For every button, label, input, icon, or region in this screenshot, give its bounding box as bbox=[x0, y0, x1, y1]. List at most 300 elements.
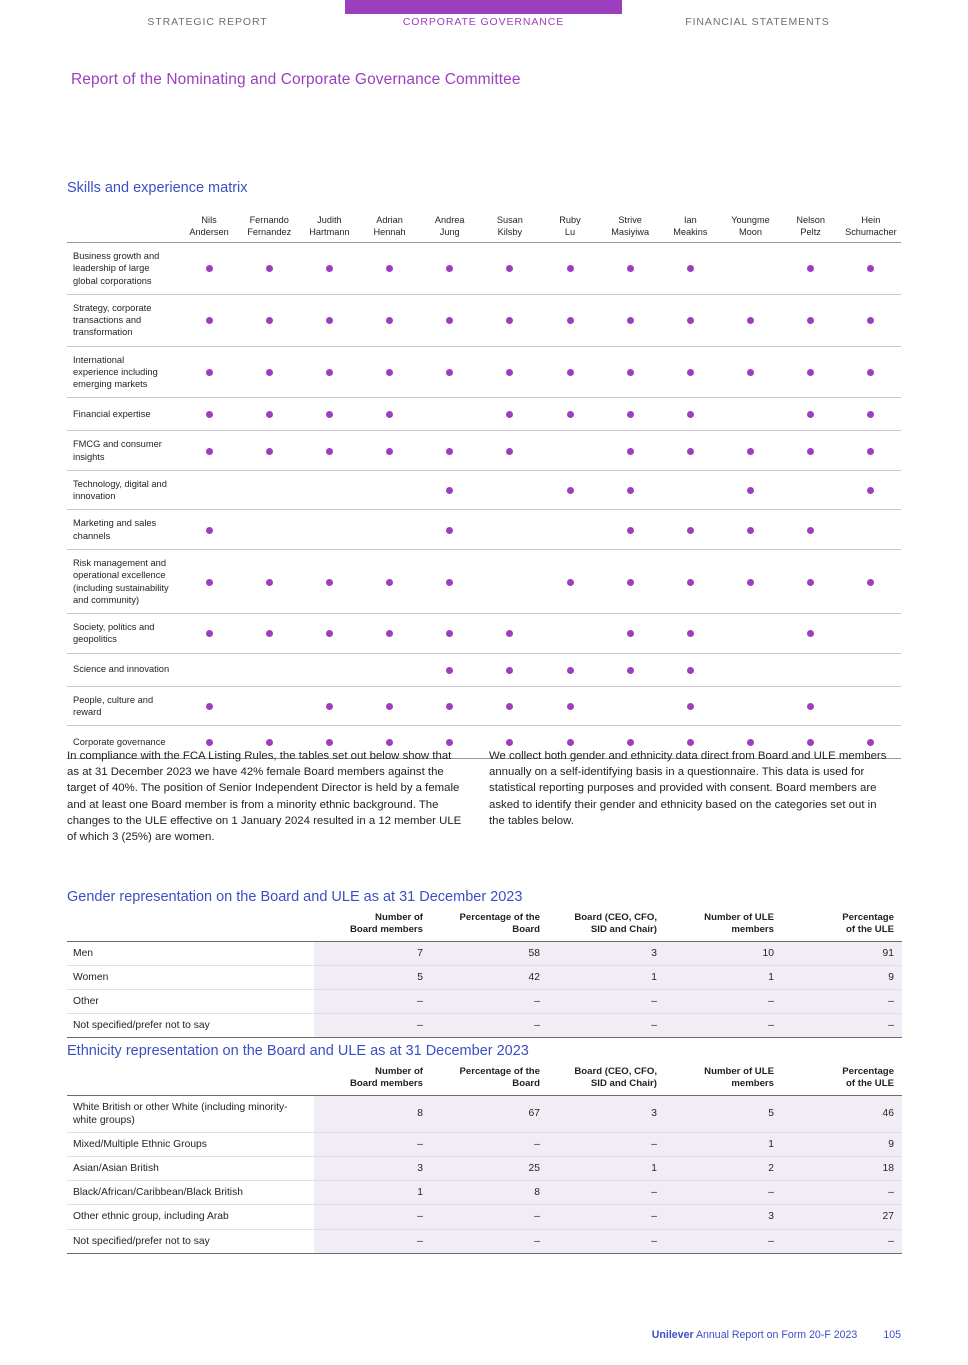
skill-dot-icon bbox=[206, 411, 213, 418]
skill-dot-icon bbox=[747, 527, 754, 534]
matrix-cell-filled bbox=[179, 346, 239, 398]
skill-dot-icon bbox=[206, 630, 213, 637]
skill-dot-icon bbox=[506, 369, 513, 376]
ethnicity-row-value: 9 bbox=[782, 1132, 902, 1156]
matrix-header-row bbox=[67, 215, 901, 243]
ethnicity-column-header: Percentage of the Board bbox=[431, 1066, 548, 1095]
matrix-cell-filled bbox=[781, 243, 841, 295]
paragraph-data-collection: We collect both gender and ethnicity data direct from Board and ULE members annually on a self-identifying basis in a questionnaire. This data is used for statistical reporting purposes and provided with consent. Board members are asked to identify their gender and ethnicity based on the categories set out in the tables below. bbox=[489, 750, 887, 827]
matrix-cell-empty bbox=[480, 549, 540, 613]
matrix-cell-filled bbox=[359, 431, 419, 471]
matrix-body bbox=[67, 243, 901, 759]
skill-dot-icon bbox=[206, 703, 213, 710]
matrix-cell-filled bbox=[359, 398, 419, 431]
skill-dot-icon bbox=[687, 411, 694, 418]
ethnicity-row-value: 3 bbox=[314, 1157, 431, 1181]
matrix-cell-filled bbox=[239, 294, 299, 346]
paragraph-fca-compliance: In compliance with the FCA Listing Rules, the tables set out below show that as at 31 December 2023 we have 42% female Board members against the target of 40%. The position of Senior Independent Director is held by a female and at least one Board member is from a minority ethnic background. The changes to the ULE effective on 1 January 2024 resulted in a 12 member ULE of which 3 (25%) are women. bbox=[67, 750, 462, 843]
ethnicity-representation-table bbox=[67, 1066, 902, 1254]
skill-dot-icon bbox=[627, 739, 634, 746]
matrix-cell-filled bbox=[239, 243, 299, 295]
matrix-cell-empty bbox=[720, 653, 780, 686]
matrix-cell-empty bbox=[781, 653, 841, 686]
gender-row-value: 7 bbox=[314, 941, 431, 965]
skill-dot-icon bbox=[506, 265, 513, 272]
ethnicity-row-label: Black/African/Caribbean/Black British bbox=[67, 1181, 314, 1205]
table-row bbox=[67, 965, 902, 989]
skill-dot-icon bbox=[386, 579, 393, 586]
gender-row-value: – bbox=[314, 989, 431, 1013]
matrix-cell-filled bbox=[600, 549, 660, 613]
skill-dot-icon bbox=[266, 265, 273, 272]
skill-dot-icon bbox=[807, 739, 814, 746]
matrix-cell-empty bbox=[720, 243, 780, 295]
gender-table-heading: Gender representation on the Board and ULE as at 31 December 2023 bbox=[67, 889, 523, 905]
skill-dot-icon bbox=[627, 579, 634, 586]
table-row bbox=[67, 1157, 902, 1181]
skill-dot-icon bbox=[627, 527, 634, 534]
ethnicity-column-header: Number of ULE members bbox=[665, 1066, 782, 1095]
matrix-cell-filled bbox=[781, 294, 841, 346]
skill-dot-icon bbox=[506, 411, 513, 418]
matrix-cell-filled bbox=[420, 470, 480, 510]
ethnicity-row-value: – bbox=[548, 1181, 665, 1205]
skill-dot-icon bbox=[627, 667, 634, 674]
gender-header-row bbox=[67, 912, 902, 941]
matrix-row bbox=[67, 653, 901, 686]
matrix-cell-filled bbox=[841, 243, 901, 295]
skill-dot-icon bbox=[747, 448, 754, 455]
matrix-cell-filled bbox=[540, 243, 600, 295]
matrix-cell-filled bbox=[420, 614, 480, 654]
skill-dot-icon bbox=[266, 448, 273, 455]
matrix-cell-empty bbox=[299, 653, 359, 686]
ethnicity-table-container bbox=[67, 1066, 901, 1254]
skill-dot-icon bbox=[506, 630, 513, 637]
ethnicity-row-value: – bbox=[665, 1181, 782, 1205]
ethnicity-row-value: 67 bbox=[431, 1095, 548, 1132]
skill-dot-icon bbox=[687, 703, 694, 710]
ethnicity-table-body bbox=[67, 1095, 902, 1253]
ethnicity-row-value: – bbox=[782, 1229, 902, 1253]
gender-table-body bbox=[67, 941, 902, 1038]
matrix-person-header: Hein Schumacher bbox=[841, 215, 901, 243]
matrix-cell-filled bbox=[660, 398, 720, 431]
skill-dot-icon bbox=[266, 630, 273, 637]
ethnicity-row-value: – bbox=[782, 1181, 902, 1205]
gender-column-header: Board (CEO, CFO, SID and Chair) bbox=[548, 912, 665, 941]
matrix-skill-label: Risk management and operational excellence (including sustainability and community) bbox=[67, 549, 179, 613]
skill-dot-icon bbox=[446, 448, 453, 455]
matrix-cell-empty bbox=[660, 470, 720, 510]
skill-dot-icon bbox=[266, 317, 273, 324]
matrix-skill-label: Corporate governance bbox=[67, 726, 179, 759]
matrix-skill-label: International experience including emerging markets bbox=[67, 346, 179, 398]
page-footer bbox=[652, 1329, 901, 1341]
matrix-cell-filled bbox=[299, 346, 359, 398]
skill-dot-icon bbox=[386, 448, 393, 455]
ethnicity-row-value: 3 bbox=[548, 1095, 665, 1132]
matrix-cell-empty bbox=[841, 653, 901, 686]
matrix-cell-filled bbox=[540, 294, 600, 346]
skill-dot-icon bbox=[627, 487, 634, 494]
skill-dot-icon bbox=[446, 317, 453, 324]
matrix-cell-filled bbox=[179, 431, 239, 471]
matrix-cell-empty bbox=[239, 686, 299, 726]
matrix-cell-filled bbox=[239, 614, 299, 654]
matrix-cell-filled bbox=[600, 653, 660, 686]
gender-column-header: Number of Board members bbox=[314, 912, 431, 941]
matrix-cell-filled bbox=[660, 243, 720, 295]
gender-row-value: 1 bbox=[548, 965, 665, 989]
matrix-cell-filled bbox=[179, 398, 239, 431]
matrix-cell-filled bbox=[781, 549, 841, 613]
matrix-skill-label: People, culture and reward bbox=[67, 686, 179, 726]
matrix-cell-filled bbox=[660, 294, 720, 346]
skill-dot-icon bbox=[747, 369, 754, 376]
gender-row-value: – bbox=[548, 989, 665, 1013]
matrix-skill-label: Financial expertise bbox=[67, 398, 179, 431]
skill-dot-icon bbox=[867, 265, 874, 272]
matrix-cell-filled bbox=[781, 398, 841, 431]
matrix-cell-filled bbox=[299, 243, 359, 295]
skill-dot-icon bbox=[506, 739, 513, 746]
page-title: Report of the Nominating and Corporate Governance Committee bbox=[71, 71, 521, 88]
gender-row-value: 1 bbox=[665, 965, 782, 989]
matrix-cell-filled bbox=[299, 294, 359, 346]
matrix-cell-filled bbox=[420, 243, 480, 295]
matrix-cell-filled bbox=[299, 614, 359, 654]
ethnicity-row-value: – bbox=[548, 1205, 665, 1229]
gender-row-value: 10 bbox=[665, 941, 782, 965]
matrix-cell-filled bbox=[660, 510, 720, 550]
matrix-cell-filled bbox=[720, 470, 780, 510]
ethnicity-row-value: – bbox=[431, 1132, 548, 1156]
matrix-cell-filled bbox=[540, 549, 600, 613]
skill-dot-icon bbox=[266, 579, 273, 586]
matrix-cell-empty bbox=[359, 653, 419, 686]
matrix-row bbox=[67, 549, 901, 613]
matrix-cell-empty bbox=[239, 510, 299, 550]
matrix-cell-empty bbox=[841, 686, 901, 726]
ethnicity-row-value: 1 bbox=[665, 1132, 782, 1156]
skill-dot-icon bbox=[747, 739, 754, 746]
matrix-cell-filled bbox=[841, 294, 901, 346]
matrix-cell-empty bbox=[540, 614, 600, 654]
matrix-cell-empty bbox=[239, 653, 299, 686]
page-number: 105 bbox=[883, 1329, 901, 1341]
matrix-cell-filled bbox=[660, 549, 720, 613]
ethnicity-row-value: 2 bbox=[665, 1157, 782, 1181]
matrix-person-header: Nils Andersen bbox=[179, 215, 239, 243]
gender-row-value: – bbox=[665, 1014, 782, 1038]
skill-dot-icon bbox=[747, 579, 754, 586]
skill-dot-icon bbox=[206, 739, 213, 746]
skill-dot-icon bbox=[807, 369, 814, 376]
matrix-cell-filled bbox=[420, 653, 480, 686]
matrix-cell-filled bbox=[720, 346, 780, 398]
ethnicity-table-head bbox=[67, 1066, 902, 1095]
matrix-cell-filled bbox=[359, 346, 419, 398]
matrix-cell-filled bbox=[359, 614, 419, 654]
skill-dot-icon bbox=[807, 448, 814, 455]
ethnicity-header-row bbox=[67, 1066, 902, 1095]
matrix-cell-filled bbox=[600, 470, 660, 510]
skill-dot-icon bbox=[386, 703, 393, 710]
matrix-skill-label: Technology, digital and innovation bbox=[67, 470, 179, 510]
skill-dot-icon bbox=[687, 265, 694, 272]
table-row bbox=[67, 1205, 902, 1229]
skill-dot-icon bbox=[446, 265, 453, 272]
gender-table-container bbox=[67, 912, 901, 1038]
matrix-person-header: Strive Masiyiwa bbox=[600, 215, 660, 243]
matrix-cell-filled bbox=[299, 549, 359, 613]
footer-brand: Unilever bbox=[651, 1329, 694, 1341]
gender-row-value: – bbox=[431, 989, 548, 1013]
matrix-cell-filled bbox=[540, 346, 600, 398]
gender-column-header bbox=[67, 912, 314, 941]
matrix-cell-filled bbox=[179, 510, 239, 550]
ethnicity-row-value: 18 bbox=[782, 1157, 902, 1181]
gender-table-head bbox=[67, 912, 902, 941]
ethnicity-column-header: Board (CEO, CFO, SID and Chair) bbox=[548, 1066, 665, 1095]
skill-dot-icon bbox=[446, 579, 453, 586]
skill-dot-icon bbox=[687, 317, 694, 324]
matrix-cell-empty bbox=[841, 614, 901, 654]
skill-dot-icon bbox=[206, 317, 213, 324]
tab-corporate-governance[interactable]: CORPORATE GOVERNANCE bbox=[402, 16, 565, 28]
skill-dot-icon bbox=[326, 630, 333, 637]
matrix-cell-filled bbox=[420, 686, 480, 726]
gender-column-header: Percentage of the ULE bbox=[782, 912, 902, 941]
tab-financial-statements[interactable]: FINANCIAL STATEMENTS bbox=[685, 16, 830, 28]
skill-dot-icon bbox=[206, 579, 213, 586]
matrix-cell-empty bbox=[179, 653, 239, 686]
skill-dot-icon bbox=[807, 265, 814, 272]
matrix-cell-filled bbox=[781, 346, 841, 398]
ethnicity-row-label: Not specified/prefer not to say bbox=[67, 1229, 314, 1253]
skill-dot-icon bbox=[266, 739, 273, 746]
matrix-cell-filled bbox=[179, 549, 239, 613]
matrix-cell-empty bbox=[781, 470, 841, 510]
gender-representation-table bbox=[67, 912, 902, 1038]
matrix-cell-filled bbox=[540, 470, 600, 510]
skill-dot-icon bbox=[446, 739, 453, 746]
matrix-person-header: Ian Meakins bbox=[660, 215, 720, 243]
matrix-cell-filled bbox=[480, 653, 540, 686]
matrix-skill-label: Science and innovation bbox=[67, 653, 179, 686]
matrix-person-header: Judith Hartmann bbox=[299, 215, 359, 243]
matrix-cell-filled bbox=[359, 686, 419, 726]
ethnicity-row-value: 1 bbox=[314, 1181, 431, 1205]
gender-row-label: Women bbox=[67, 965, 314, 989]
matrix-cell-empty bbox=[720, 686, 780, 726]
ethnicity-row-value: 46 bbox=[782, 1095, 902, 1132]
gender-row-value: 58 bbox=[431, 941, 548, 965]
matrix-cell-filled bbox=[600, 614, 660, 654]
skill-dot-icon bbox=[867, 448, 874, 455]
skill-dot-icon bbox=[446, 703, 453, 710]
matrix-cell-filled bbox=[841, 470, 901, 510]
gender-row-value: – bbox=[782, 1014, 902, 1038]
tab-strategic-report[interactable]: STRATEGIC REPORT bbox=[147, 16, 268, 28]
matrix-row bbox=[67, 686, 901, 726]
ethnicity-row-value: 5 bbox=[665, 1095, 782, 1132]
matrix-cell-filled bbox=[299, 686, 359, 726]
matrix-cell-filled bbox=[841, 346, 901, 398]
matrix-corner-cell bbox=[67, 215, 179, 243]
matrix-cell-filled bbox=[660, 431, 720, 471]
matrix-cell-filled bbox=[179, 294, 239, 346]
matrix-cell-empty bbox=[299, 510, 359, 550]
gender-column-header: Percentage of the Board bbox=[431, 912, 548, 941]
matrix-person-header: Andrea Jung bbox=[420, 215, 480, 243]
ethnicity-row-value: – bbox=[314, 1132, 431, 1156]
skill-dot-icon bbox=[807, 630, 814, 637]
matrix-cell-empty bbox=[841, 510, 901, 550]
matrix-cell-filled bbox=[600, 346, 660, 398]
skill-dot-icon bbox=[506, 448, 513, 455]
ethnicity-table-heading: Ethnicity representation on the Board and ULE as at 31 December 2023 bbox=[67, 1043, 529, 1059]
gender-row-value: 42 bbox=[431, 965, 548, 989]
matrix-cell-filled bbox=[179, 243, 239, 295]
skill-dot-icon bbox=[206, 265, 213, 272]
matrix-cell-filled bbox=[179, 686, 239, 726]
matrix-row bbox=[67, 346, 901, 398]
skill-dot-icon bbox=[567, 487, 574, 494]
matrix-cell-filled bbox=[179, 614, 239, 654]
matrix-person-header: Nelson Peltz bbox=[781, 215, 841, 243]
matrix-cell-filled bbox=[239, 431, 299, 471]
matrix-cell-filled bbox=[600, 510, 660, 550]
skill-dot-icon bbox=[386, 369, 393, 376]
matrix-cell-filled bbox=[359, 294, 419, 346]
matrix-row bbox=[67, 243, 901, 295]
matrix-cell-filled bbox=[660, 653, 720, 686]
skill-dot-icon bbox=[567, 579, 574, 586]
matrix-cell-empty bbox=[720, 614, 780, 654]
gender-row-value: – bbox=[431, 1014, 548, 1038]
matrix-cell-filled bbox=[299, 398, 359, 431]
skill-dot-icon bbox=[266, 369, 273, 376]
skill-dot-icon bbox=[567, 411, 574, 418]
matrix-cell-filled bbox=[781, 686, 841, 726]
skill-dot-icon bbox=[326, 448, 333, 455]
matrix-cell-filled bbox=[359, 549, 419, 613]
skill-dot-icon bbox=[687, 667, 694, 674]
skill-dot-icon bbox=[867, 411, 874, 418]
table-row bbox=[67, 1132, 902, 1156]
matrix-cell-empty bbox=[239, 470, 299, 510]
table-row bbox=[67, 1014, 902, 1038]
matrix-skill-label: Strategy, corporate transactions and transformation bbox=[67, 294, 179, 346]
matrix-cell-filled bbox=[720, 549, 780, 613]
skill-dot-icon bbox=[326, 317, 333, 324]
skill-dot-icon bbox=[567, 667, 574, 674]
skills-matrix-table bbox=[67, 215, 901, 759]
matrix-person-header: Adrian Hennah bbox=[359, 215, 419, 243]
ethnicity-row-label: Other ethnic group, including Arab bbox=[67, 1205, 314, 1229]
skill-dot-icon bbox=[867, 369, 874, 376]
matrix-cell-filled bbox=[299, 431, 359, 471]
skill-dot-icon bbox=[687, 630, 694, 637]
matrix-cell-filled bbox=[540, 653, 600, 686]
skill-dot-icon bbox=[446, 630, 453, 637]
skill-dot-icon bbox=[627, 369, 634, 376]
ethnicity-column-header bbox=[67, 1066, 314, 1095]
skill-dot-icon bbox=[807, 411, 814, 418]
ethnicity-row-label: White British or other White (including minority-white groups) bbox=[67, 1095, 314, 1132]
matrix-cell-empty bbox=[359, 470, 419, 510]
table-row bbox=[67, 1229, 902, 1253]
ethnicity-column-header: Number of Board members bbox=[314, 1066, 431, 1095]
table-row bbox=[67, 989, 902, 1013]
ethnicity-row-value: 27 bbox=[782, 1205, 902, 1229]
matrix-cell-filled bbox=[600, 431, 660, 471]
matrix-person-header: Fernando Fernandez bbox=[239, 215, 299, 243]
matrix-person-header: Youngme Moon bbox=[720, 215, 780, 243]
matrix-cell-filled bbox=[480, 431, 540, 471]
skill-dot-icon bbox=[206, 448, 213, 455]
matrix-row bbox=[67, 470, 901, 510]
skill-dot-icon bbox=[206, 527, 213, 534]
matrix-cell-filled bbox=[480, 686, 540, 726]
matrix-row bbox=[67, 510, 901, 550]
table-row bbox=[67, 941, 902, 965]
matrix-cell-filled bbox=[480, 398, 540, 431]
matrix-cell-filled bbox=[660, 614, 720, 654]
skill-dot-icon bbox=[386, 739, 393, 746]
skill-dot-icon bbox=[687, 527, 694, 534]
matrix-cell-filled bbox=[420, 549, 480, 613]
matrix-cell-empty bbox=[359, 510, 419, 550]
skill-dot-icon bbox=[326, 703, 333, 710]
matrix-cell-filled bbox=[841, 431, 901, 471]
skill-dot-icon bbox=[627, 265, 634, 272]
skill-dot-icon bbox=[687, 579, 694, 586]
matrix-cell-filled bbox=[239, 398, 299, 431]
skills-matrix-heading: Skills and experience matrix bbox=[67, 180, 248, 196]
gender-row-value: 3 bbox=[548, 941, 665, 965]
gender-row-value: 9 bbox=[782, 965, 902, 989]
skill-dot-icon bbox=[627, 411, 634, 418]
ethnicity-row-value: 8 bbox=[431, 1181, 548, 1205]
matrix-cell-empty bbox=[299, 470, 359, 510]
skill-dot-icon bbox=[326, 739, 333, 746]
ethnicity-row-value: 8 bbox=[314, 1095, 431, 1132]
matrix-cell-filled bbox=[540, 398, 600, 431]
matrix-cell-filled bbox=[420, 294, 480, 346]
gender-row-value: – bbox=[548, 1014, 665, 1038]
matrix-cell-filled bbox=[600, 243, 660, 295]
matrix-skill-label: Marketing and sales channels bbox=[67, 510, 179, 550]
matrix-cell-empty bbox=[480, 510, 540, 550]
skill-dot-icon bbox=[687, 448, 694, 455]
ethnicity-row-value: 25 bbox=[431, 1157, 548, 1181]
ethnicity-row-label: Mixed/Multiple Ethnic Groups bbox=[67, 1132, 314, 1156]
matrix-cell-filled bbox=[720, 510, 780, 550]
matrix-cell-filled bbox=[720, 431, 780, 471]
skill-dot-icon bbox=[807, 317, 814, 324]
matrix-cell-filled bbox=[781, 510, 841, 550]
matrix-row bbox=[67, 398, 901, 431]
ethnicity-row-value: – bbox=[665, 1229, 782, 1253]
skill-dot-icon bbox=[747, 317, 754, 324]
ethnicity-row-value: – bbox=[314, 1229, 431, 1253]
skill-dot-icon bbox=[567, 703, 574, 710]
matrix-cell-filled bbox=[781, 614, 841, 654]
matrix-cell-filled bbox=[660, 686, 720, 726]
